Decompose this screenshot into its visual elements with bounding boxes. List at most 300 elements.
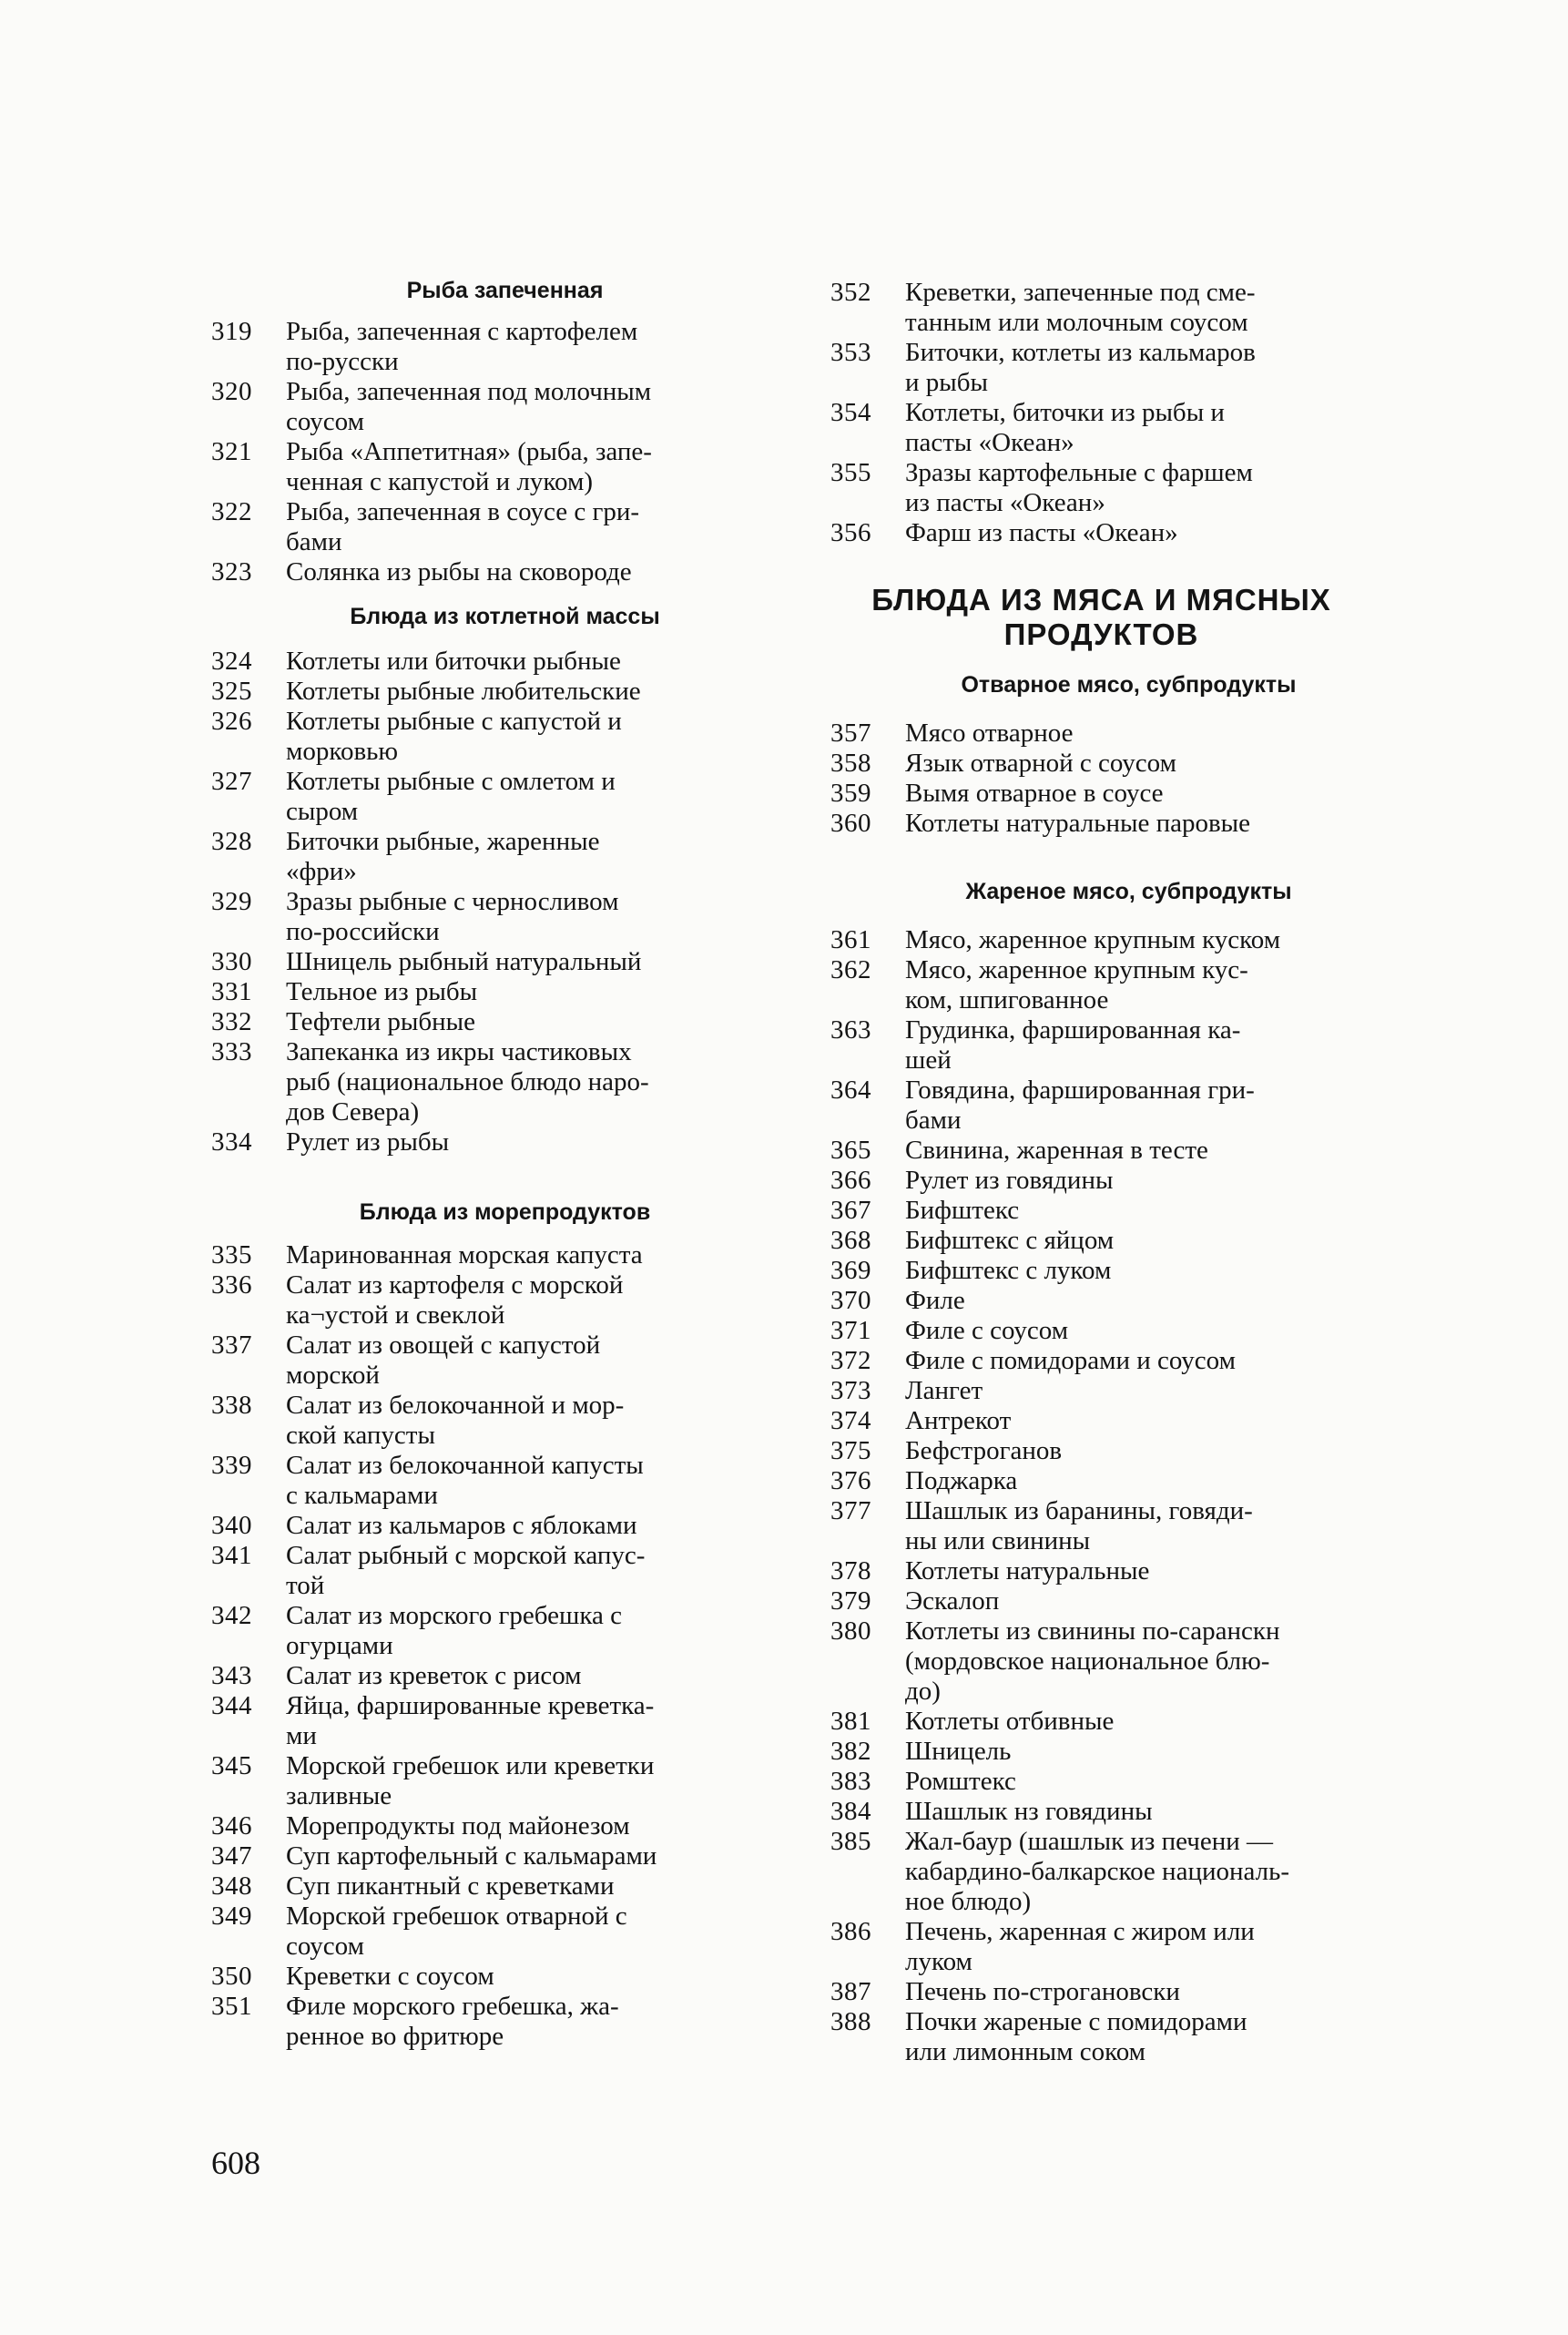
entry-number: 384 <box>830 1797 871 1826</box>
entry-text <box>286 1751 744 1811</box>
right-column <box>830 278 1372 2067</box>
index-entry <box>211 827 744 887</box>
index-entry <box>830 1707 1372 1737</box>
index-entry <box>830 1616 1372 1707</box>
entry-number: 328 <box>211 827 252 856</box>
entry-line: Рулет из говядины <box>905 1166 1114 1195</box>
entry-line: ми <box>286 1721 317 1750</box>
index-entry <box>830 1737 1372 1767</box>
entry-number: 360 <box>830 809 871 838</box>
index-entry <box>830 1586 1372 1616</box>
left-column <box>211 278 744 2052</box>
entry-number: 350 <box>211 1962 252 1991</box>
index-entry <box>830 1226 1372 1256</box>
entry-text <box>905 1616 1372 1707</box>
entry-line: Котлеты рыбные с омлетом и <box>286 767 616 796</box>
entry-number: 338 <box>211 1391 252 1420</box>
entry-text <box>286 497 744 557</box>
entry-number: 377 <box>830 1496 871 1525</box>
entry-line: Филе <box>905 1286 965 1315</box>
entry-line: Жал-баур (шашлык из печени — <box>905 1827 1274 1856</box>
entry-number: 357 <box>830 719 871 748</box>
index-entry <box>830 719 1372 749</box>
entry-line: Печень, жаренная с жиром или <box>905 1917 1255 1946</box>
entry-line: Ромштекс <box>905 1767 1016 1796</box>
index-entry <box>830 1136 1372 1166</box>
entry-line: Котлеты отбивные <box>905 1707 1115 1736</box>
entry-number: 383 <box>830 1767 871 1796</box>
entry-text <box>905 518 1372 548</box>
entry-number: 380 <box>830 1616 871 1646</box>
entry-text <box>286 947 744 977</box>
entry-text <box>286 1270 744 1331</box>
entry-text <box>286 1127 744 1157</box>
entry-text <box>905 1466 1372 1496</box>
entry-line: с кальмарами <box>286 1481 438 1510</box>
entry-text <box>905 1797 1372 1827</box>
entry-line: кабардино-балкарское националь- <box>905 1857 1289 1886</box>
entry-line: танным или молочным соусом <box>905 308 1248 337</box>
index-entry <box>830 1346 1372 1376</box>
entry-line: Рыба, запеченная с картофелем <box>286 317 638 346</box>
entry-number: 320 <box>211 377 252 406</box>
index-entry <box>211 317 744 377</box>
subsection-heading: Блюда из котлетной массы <box>350 604 660 629</box>
entry-line: Бефстроганов <box>905 1436 1063 1465</box>
entry-number: 345 <box>211 1751 252 1780</box>
entry-line: Бифштекс <box>905 1196 1020 1225</box>
entry-text <box>286 1451 744 1511</box>
section-heading-line: БЛЮДА ИЗ МЯСА И МЯСНЫХ <box>871 583 1331 617</box>
entry-number: 374 <box>830 1406 871 1435</box>
entry-line: пасты «Океан» <box>905 428 1074 457</box>
entry-line: Креветки, запеченные под сме- <box>905 278 1256 307</box>
subsection-heading: Отварное мясо, субпродукты <box>961 672 1297 698</box>
entry-line: Суп пикантный с креветками <box>286 1871 615 1901</box>
entry-number: 359 <box>830 779 871 808</box>
entry-line: шей <box>905 1045 952 1075</box>
entry-line: морковью <box>286 737 399 766</box>
entry-line: или лимонным соком <box>905 2037 1146 2066</box>
section-heading <box>830 583 1372 652</box>
entry-text <box>286 827 744 887</box>
entry-line: Шашлык из баранины, говяди- <box>905 1496 1253 1525</box>
entry-number: 354 <box>830 398 871 427</box>
entry-text <box>286 707 744 767</box>
entry-number: 348 <box>211 1871 252 1901</box>
index-entry <box>830 1076 1372 1136</box>
entry-number: 327 <box>211 767 252 796</box>
index-entry <box>830 278 1372 338</box>
entry-line: бами <box>286 527 342 556</box>
entry-line: Поджарка <box>905 1466 1018 1495</box>
entry-text <box>905 809 1372 839</box>
entry-line: Котлеты из свинины по-саранскн <box>905 1616 1280 1646</box>
index-entry <box>830 1977 1372 2007</box>
index-entry <box>211 1240 744 1270</box>
entry-line: Рыба «Аппетитная» (рыба, запе- <box>286 437 652 466</box>
index-entry <box>211 1871 744 1902</box>
entry-number: 341 <box>211 1541 252 1570</box>
entry-number: 358 <box>830 749 871 778</box>
entry-text <box>286 377 744 437</box>
entry-text <box>905 1406 1372 1436</box>
entry-text <box>905 1316 1372 1346</box>
entry-line: Язык отварной с соусом <box>905 749 1176 778</box>
entry-text <box>905 1977 1372 2007</box>
entry-text <box>286 647 744 677</box>
entry-line: Котлеты рыбные любительские <box>286 677 641 706</box>
entry-number: 372 <box>830 1346 871 1375</box>
entry-line: Креветки с соусом <box>286 1962 494 1991</box>
entry-number: 321 <box>211 437 252 466</box>
entry-number: 322 <box>211 497 252 526</box>
entry-number: 331 <box>211 977 252 1006</box>
index-entry <box>830 1166 1372 1196</box>
subsection-heading: Блюда из морепродуктов <box>359 1199 651 1225</box>
entry-line: рыб (национальное блюдо наро- <box>286 1067 649 1096</box>
index-entry <box>211 1270 744 1331</box>
entry-number: 367 <box>830 1196 871 1225</box>
index-entry <box>830 955 1372 1015</box>
index-entry <box>211 1451 744 1511</box>
entry-line: Антрекот <box>905 1406 1012 1435</box>
entry-text <box>905 719 1372 749</box>
entry-text <box>286 977 744 1007</box>
entry-line: Фарш из пасты «Океан» <box>905 518 1178 547</box>
entry-number: 363 <box>830 1015 871 1045</box>
entry-number: 323 <box>211 557 252 586</box>
index-entry <box>830 518 1372 548</box>
entry-number: 375 <box>830 1436 871 1465</box>
index-entry <box>211 1841 744 1871</box>
index-entry <box>211 677 744 707</box>
index-entry <box>830 1827 1372 1917</box>
entry-text <box>286 1037 744 1127</box>
entry-line: Зразы картофельные с фаршем <box>905 458 1253 487</box>
index-entry <box>211 557 744 587</box>
entry-text <box>905 1286 1372 1316</box>
entry-text <box>905 1076 1372 1136</box>
entry-number: 370 <box>830 1286 871 1315</box>
index-entry <box>211 377 744 437</box>
entry-number: 381 <box>830 1707 871 1736</box>
index-entry <box>211 1691 744 1751</box>
entry-number: 337 <box>211 1331 252 1360</box>
index-entry <box>830 458 1372 518</box>
entry-line: по-русски <box>286 347 399 376</box>
entry-line: до) <box>905 1677 941 1706</box>
entry-line: ренное во фритюре <box>286 2022 504 2051</box>
index-entry <box>830 338 1372 398</box>
entry-line: и рыбы <box>905 368 988 397</box>
index-entry <box>211 887 744 947</box>
entry-line: Свинина, жаренная в тесте <box>905 1136 1208 1165</box>
index-entry <box>830 1917 1372 1977</box>
entry-line: Филе с соусом <box>905 1316 1069 1345</box>
entry-text <box>905 278 1372 338</box>
entry-text <box>905 2007 1372 2067</box>
entry-line: ской капусты <box>286 1421 435 1450</box>
entry-line: ком, шпигованное <box>905 985 1109 1015</box>
entry-number: 335 <box>211 1240 252 1269</box>
entry-number: 324 <box>211 647 252 676</box>
entry-text <box>286 1871 744 1902</box>
entry-line: заливные <box>286 1781 392 1810</box>
entry-text <box>905 749 1372 779</box>
entry-line: Салат из кальмаров с яблоками <box>286 1511 637 1540</box>
index-entry <box>211 497 744 557</box>
entry-line: Шницель <box>905 1737 1012 1766</box>
entry-text <box>286 1331 744 1391</box>
index-entry <box>830 1767 1372 1797</box>
entry-number: 319 <box>211 317 252 346</box>
entry-line: Печень по-строгановски <box>905 1977 1180 2006</box>
entry-line: Котлеты, биточки из рыбы и <box>905 398 1225 427</box>
index-entry <box>830 1496 1372 1556</box>
entry-number: 364 <box>830 1076 871 1105</box>
entry-text <box>286 1601 744 1661</box>
entry-number: 326 <box>211 707 252 736</box>
entry-line: Вымя отварное в соусе <box>905 779 1164 808</box>
entry-text <box>286 1391 744 1451</box>
entry-number: 333 <box>211 1037 252 1066</box>
index-entry <box>211 1331 744 1391</box>
entry-text <box>905 1707 1372 1737</box>
index-entry <box>211 767 744 827</box>
entry-text <box>905 1346 1372 1376</box>
index-entry <box>211 647 744 677</box>
entry-line: Рыба, запеченная под молочным <box>286 377 652 406</box>
entry-number: 373 <box>830 1376 871 1405</box>
entry-line: Морепродукты под майонезом <box>286 1811 630 1840</box>
index-entry <box>830 925 1372 955</box>
index-entry <box>211 1902 744 1962</box>
entry-number: 344 <box>211 1691 252 1720</box>
entry-line: Морской гребешок отварной с <box>286 1902 627 1931</box>
entry-line: той <box>286 1571 325 1600</box>
entry-text <box>286 1691 744 1751</box>
entry-text <box>905 458 1372 518</box>
entry-number: 347 <box>211 1841 252 1871</box>
index-entry <box>211 1127 744 1157</box>
entry-line: морской <box>286 1361 380 1390</box>
subsection-heading: Жареное мясо, субпродукты <box>965 879 1292 904</box>
index-entry <box>211 1751 744 1811</box>
entry-line: Бифштекс с яйцом <box>905 1226 1115 1255</box>
entry-number: 343 <box>211 1661 252 1690</box>
index-entry <box>211 947 744 977</box>
entry-number: 386 <box>830 1917 871 1946</box>
entry-number: 336 <box>211 1270 252 1300</box>
entry-number: 330 <box>211 947 252 976</box>
index-entry <box>830 1556 1372 1586</box>
entry-text <box>286 1541 744 1601</box>
entry-text <box>905 338 1372 398</box>
entry-text <box>905 1827 1372 1917</box>
entry-text <box>286 1240 744 1270</box>
entry-number: 385 <box>830 1827 871 1856</box>
index-entry <box>211 1511 744 1541</box>
entry-line: Биточки рыбные, жаренные <box>286 827 600 856</box>
entry-number: 388 <box>830 2007 871 2036</box>
entry-text <box>286 677 744 707</box>
entry-number: 334 <box>211 1127 252 1157</box>
entry-line: по-российски <box>286 917 440 946</box>
index-entry <box>830 809 1372 839</box>
entry-line: Бифштекс с луком <box>905 1256 1112 1285</box>
entry-text <box>286 1811 744 1841</box>
subsection-heading: Рыба запеченная <box>406 278 604 303</box>
entry-line: Биточки, котлеты из кальмаров <box>905 338 1256 367</box>
entry-number: 366 <box>830 1166 871 1195</box>
entry-text <box>286 317 744 377</box>
page-number: 608 <box>211 2145 260 2181</box>
index-entry <box>211 437 744 497</box>
entry-number: 352 <box>830 278 871 307</box>
entry-number: 368 <box>830 1226 871 1255</box>
section-heading-line: ПРОДУКТОВ <box>1003 617 1199 651</box>
entry-line: Шашлык нз говядины <box>905 1797 1153 1826</box>
entry-text <box>286 437 744 497</box>
entry-line: «фри» <box>286 857 357 886</box>
index-entry <box>830 1436 1372 1466</box>
entry-line: Котлеты натуральные паровые <box>905 809 1251 838</box>
entry-number: 376 <box>830 1466 871 1495</box>
index-entry <box>830 2007 1372 2067</box>
entry-text <box>905 1917 1372 1977</box>
entry-text <box>905 1226 1372 1256</box>
entry-line: Солянка из рыбы на сковороде <box>286 557 632 586</box>
entry-line: Запеканка из икры частиковых <box>286 1037 632 1066</box>
entry-text <box>905 1586 1372 1616</box>
entry-line: Котлеты натуральные <box>905 1556 1150 1586</box>
entry-text <box>286 1511 744 1541</box>
entry-text <box>286 767 744 827</box>
entry-line: Грудинка, фаршированная ка- <box>905 1015 1241 1045</box>
entry-line: Салат из овощей с капустой <box>286 1331 601 1360</box>
entry-line: огурцами <box>286 1631 393 1660</box>
entry-line: ка¬устой и свеклой <box>286 1300 505 1330</box>
entry-number: 356 <box>830 518 871 547</box>
entry-text <box>286 1661 744 1691</box>
entry-number: 365 <box>830 1136 871 1165</box>
index-entry <box>211 1661 744 1691</box>
entry-number: 379 <box>830 1586 871 1616</box>
entry-line: Котлеты рыбные с капустой и <box>286 707 622 736</box>
entry-line: Говядина, фаршированная гри- <box>905 1076 1255 1105</box>
entry-number: 351 <box>211 1992 252 2021</box>
entry-text <box>905 1256 1372 1286</box>
entry-line: Салат из морского гребешка с <box>286 1601 622 1630</box>
index-entry <box>830 1196 1372 1226</box>
entry-text <box>286 1841 744 1871</box>
entry-text <box>286 1992 744 2052</box>
entry-number: 371 <box>830 1316 871 1345</box>
index-entry <box>830 1466 1372 1496</box>
entry-line: Мясо отварное <box>905 719 1074 748</box>
entry-number: 349 <box>211 1902 252 1931</box>
entry-line: Филе с помидорами и соусом <box>905 1346 1236 1375</box>
entry-text <box>905 1376 1372 1406</box>
entry-number: 329 <box>211 887 252 916</box>
entry-line: Салат из креветок с рисом <box>286 1661 582 1690</box>
entry-text <box>905 925 1372 955</box>
index-entry <box>830 398 1372 458</box>
entry-number: 387 <box>830 1977 871 2006</box>
entry-text <box>286 887 744 947</box>
entry-line: Зразы рыбные с черносливом <box>286 887 619 916</box>
entry-line: Яйца, фаршированные креветка- <box>286 1691 655 1720</box>
index-entry <box>211 1037 744 1127</box>
entry-number: 355 <box>830 458 871 487</box>
index-entry <box>211 1007 744 1037</box>
index-entry <box>830 1797 1372 1827</box>
entry-number: 346 <box>211 1811 252 1840</box>
entry-line: Рыба, запеченная в соусе с гри- <box>286 497 640 526</box>
entry-line: ны или свинины <box>905 1526 1091 1555</box>
entry-number: 353 <box>830 338 871 367</box>
entry-text <box>905 398 1372 458</box>
entry-number: 378 <box>830 1556 871 1586</box>
entry-number: 369 <box>830 1256 871 1285</box>
entry-line: бами <box>905 1106 962 1135</box>
entry-line: Маринованная морская капуста <box>286 1240 643 1269</box>
entry-number: 332 <box>211 1007 252 1036</box>
entry-text <box>286 557 744 587</box>
entry-line: Морской гребешок или креветки <box>286 1751 655 1780</box>
index-entry <box>830 749 1372 779</box>
entry-line: Почки жареные с помидорами <box>905 2007 1247 2036</box>
entry-text <box>905 1556 1372 1586</box>
entry-number: 342 <box>211 1601 252 1630</box>
entry-line: соусом <box>286 1932 364 1961</box>
entry-line: Тельное из рыбы <box>286 977 478 1006</box>
entry-number: 339 <box>211 1451 252 1480</box>
index-entry <box>830 1256 1372 1286</box>
entry-line: Тефтели рыбные <box>286 1007 476 1036</box>
entry-text <box>905 1737 1372 1767</box>
entry-line: Салат из белокочанной и мор- <box>286 1391 625 1420</box>
index-entry <box>211 1541 744 1601</box>
entry-line: Суп картофельный с кальмарами <box>286 1841 657 1871</box>
entry-text <box>905 1496 1372 1556</box>
entry-text <box>905 1767 1372 1797</box>
index-entry <box>830 779 1372 809</box>
entry-line: Салат из белокочанной капусты <box>286 1451 644 1480</box>
entry-line: Салат рыбный с морской капус- <box>286 1541 646 1570</box>
entry-line: дов Севера) <box>286 1097 420 1127</box>
entry-text <box>905 955 1372 1015</box>
entry-line: Рулет из рыбы <box>286 1127 450 1157</box>
entry-line: Мясо, жаренное крупным кус- <box>905 955 1248 984</box>
entry-text <box>905 1136 1372 1166</box>
index-entry <box>211 707 744 767</box>
entry-line: Салат из картофеля с морской <box>286 1270 624 1300</box>
entry-text <box>905 779 1372 809</box>
entry-line: ченная с капустой и луком) <box>286 467 593 496</box>
entry-number: 325 <box>211 677 252 706</box>
entry-line: Шницель рыбный натуральный <box>286 947 642 976</box>
index-entry <box>830 1406 1372 1436</box>
entry-line: сыром <box>286 797 359 826</box>
index-entry <box>211 1601 744 1661</box>
entry-number: 382 <box>830 1737 871 1766</box>
entry-line: Лангет <box>905 1376 983 1405</box>
entry-line: Котлеты или биточки рыбные <box>286 647 621 676</box>
entry-text <box>905 1015 1372 1076</box>
entry-line: из пасты «Океан» <box>905 488 1105 517</box>
